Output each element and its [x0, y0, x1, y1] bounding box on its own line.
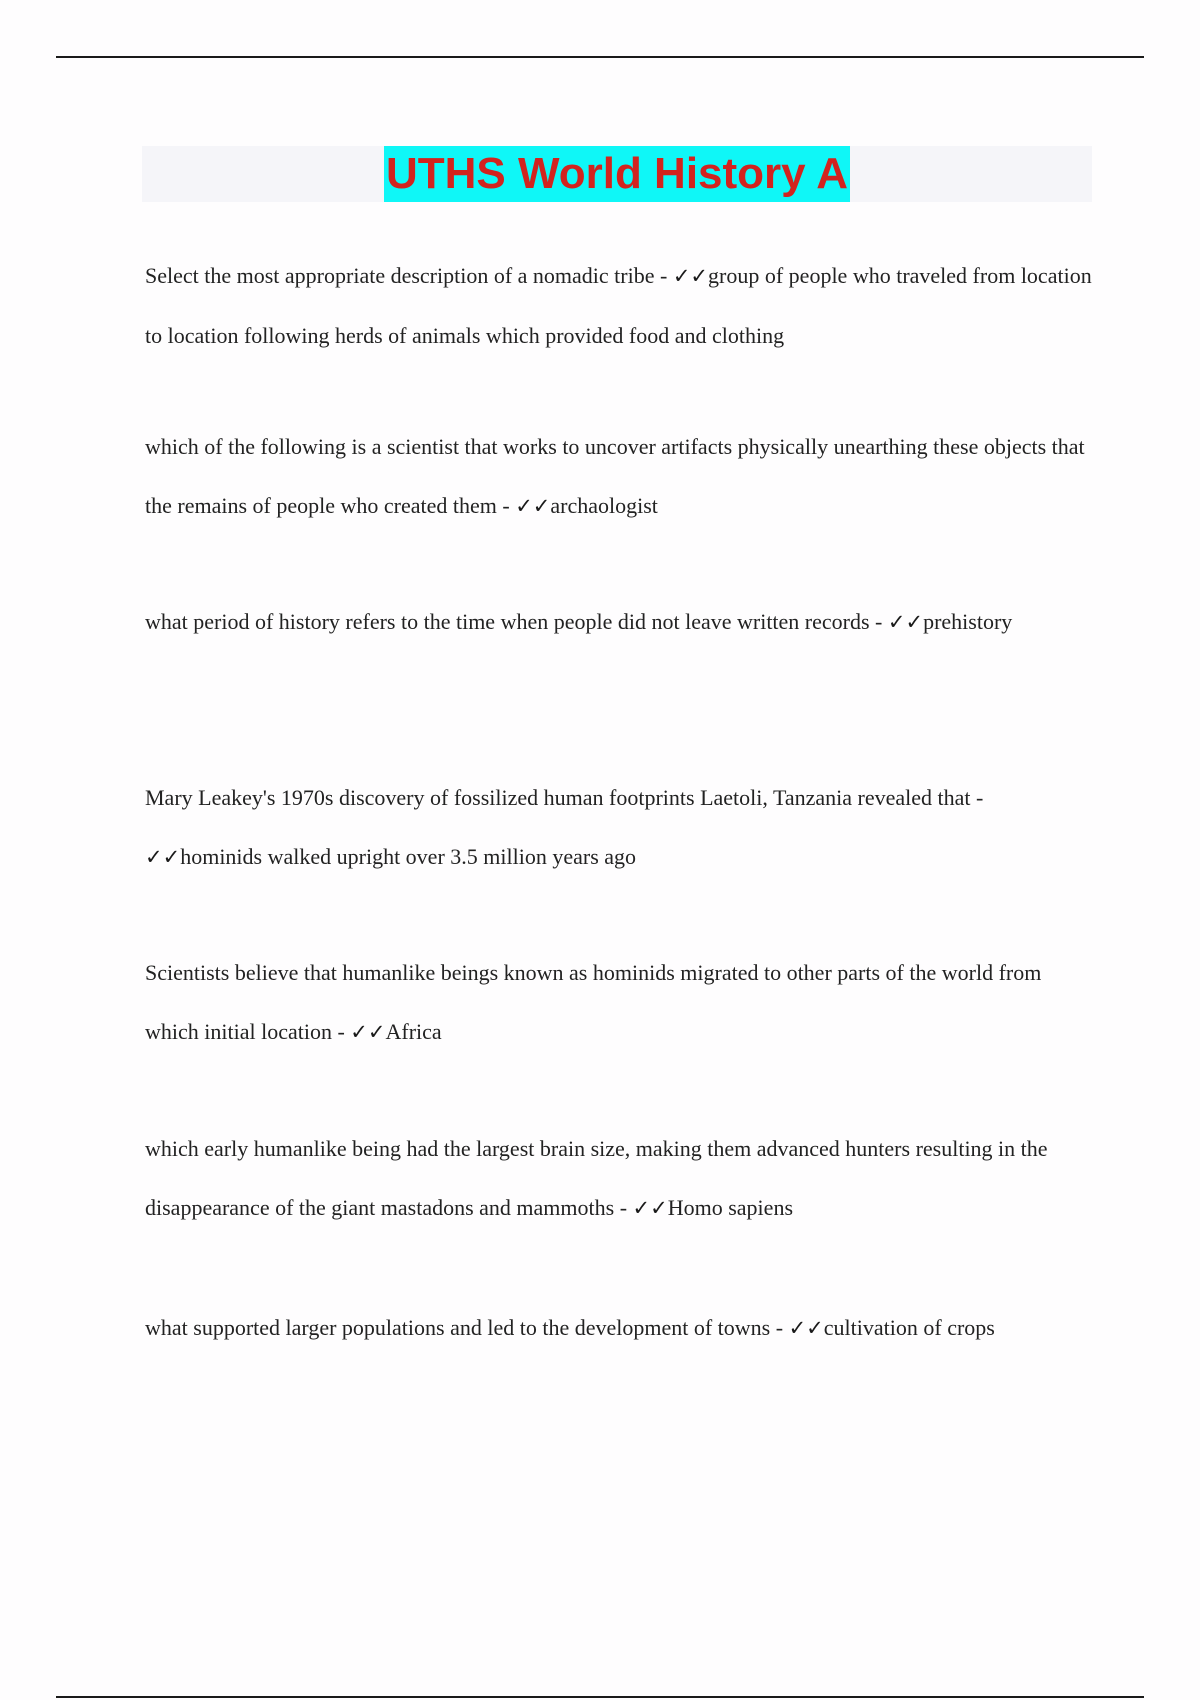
question-text: Select the most appropriate description of a nomadic tribe -	[145, 263, 673, 288]
qa-item	[145, 1119, 1095, 1238]
answer-text: archaologist	[550, 493, 658, 518]
double-check-icon: ✓✓	[515, 494, 551, 518]
answer-text: cultivation of crops	[823, 1315, 995, 1340]
answer-text: prehistory	[923, 609, 1013, 634]
double-check-icon: ✓✓	[350, 1020, 386, 1044]
answer-text: Africa	[385, 1019, 442, 1044]
footer-rule	[56, 1696, 1144, 1698]
document-title: UTHS World History A	[384, 146, 850, 202]
question-text: which early humanlike being had the largest brain size, making them advanced hunters resulting in the disappearance of the giant mastadons and mammoths -	[145, 1136, 1048, 1220]
qa-item	[145, 943, 1095, 1062]
qa-item	[145, 417, 1095, 536]
title-band	[142, 146, 1092, 202]
double-check-icon: ✓✓	[788, 1316, 824, 1340]
qa-item	[145, 592, 1095, 652]
double-check-icon: ✓✓	[145, 845, 181, 869]
header-rule	[56, 56, 1144, 58]
question-text: which of the following is a scientist that works to uncover artifacts physically unearthing these objects that the remains of people who created them -	[145, 434, 1085, 518]
qa-item	[145, 1298, 1095, 1358]
question-text: Scientists believe that humanlike beings known as hominids migrated to other parts of the world from which initial location -	[145, 960, 1042, 1044]
question-text: Mary Leakey's 1970s discovery of fossilized human footprints Laetoli, Tanzania revealed that -	[145, 785, 984, 810]
double-check-icon: ✓✓	[672, 264, 709, 288]
question-text: what period of history refers to the time when people did not leave written records -	[145, 609, 888, 634]
qa-item	[145, 246, 1095, 365]
answer-text: Homo sapiens	[667, 1195, 793, 1220]
question-text: what supported larger populations and led to the development of towns -	[145, 1315, 789, 1340]
double-check-icon: ✓✓	[632, 1196, 668, 1220]
double-check-icon: ✓✓	[887, 610, 924, 634]
qa-item	[145, 768, 1095, 887]
answer-text: group of people who traveled from location to location following herds of animals which provided food and clothing	[145, 263, 1092, 348]
answer-text: hominids walked upright over 3.5 million years ago	[180, 844, 637, 869]
